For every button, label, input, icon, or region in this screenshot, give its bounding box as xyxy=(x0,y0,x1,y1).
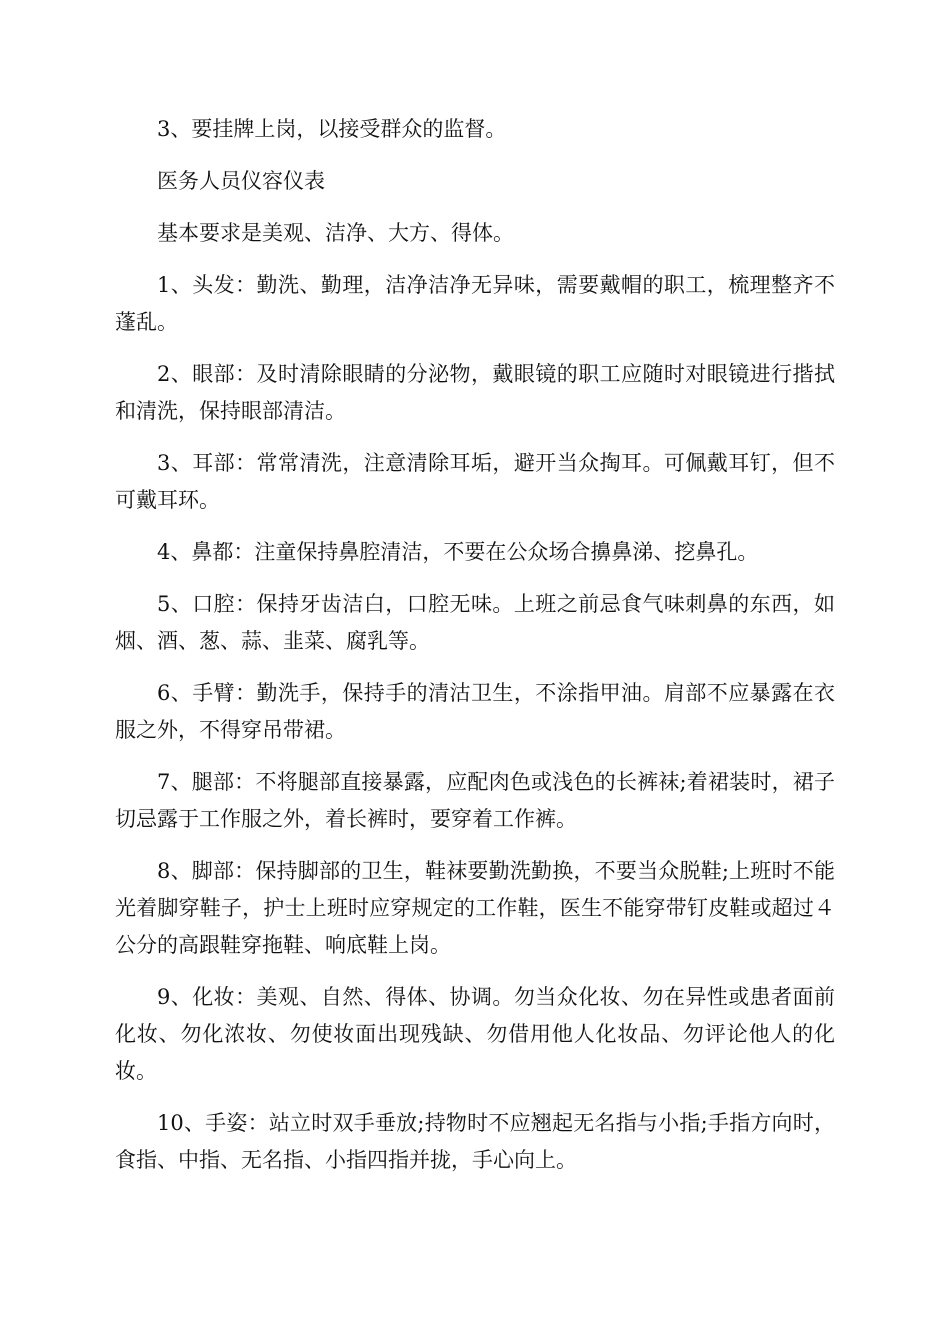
paragraph-ears: 3、耳部：常常清洗，注意清除耳垢，避开当众掏耳。可佩戴耳钉，但不可戴耳环。 xyxy=(115,451,835,512)
section-heading: 医务人员仪容仪表 xyxy=(157,169,325,193)
paragraph-hand-posture: 10、手姿：站立时双手垂放;持物时不应翘起无名指与小指;手指方向时，食指、中指、无名指、小指四指并拢，手心向上。 xyxy=(115,1111,835,1172)
paragraph-mouth: 5、口腔：保持牙齿洁白，口腔无味。上班之前忌食气味刺鼻的东西，如烟、酒、葱、蒜、韭菜、腐乳等。 xyxy=(115,592,835,653)
paragraph-eyes: 2、眼部：及时清除眼睛的分泌物，戴眼镜的职工应随时对眼镜进行揩拭和清洗，保持眼部清洁。 xyxy=(115,362,835,423)
paragraph-nose: 4、鼻都：注童保持鼻腔清洁，不要在公众场合擤鼻涕、挖鼻孔。 xyxy=(157,540,759,564)
paragraph-hair: 1、头发：勤洗、勤理，洁净洁净无异味，需要戴帽的职工，梳理整齐不蓬乱。 xyxy=(115,273,835,334)
paragraph-makeup: 9、化妆：美观、自然、得体、协调。勿当众化妆、勿在异性或患者面前化妆、勿化浓妆、勿使妆面出现残缺、勿借用他人化妆品、勿评论他人的化妆。 xyxy=(115,985,835,1083)
paragraph-legs: 7、腿部：不将腿部直接暴露，应配肉色或浅色的长裤袜;着裙装时，裙子切忌露于工作服之外，着长裤时，要穿着工作裤。 xyxy=(115,770,835,831)
paragraph-basic-requirement: 基本要求是美观、洁净、大方、得体。 xyxy=(157,221,514,245)
document-page xyxy=(115,111,835,1179)
paragraph-1: 3、要挂牌上岗，以接受群众的监督。 xyxy=(157,117,507,141)
paragraph-feet: 8、脚部：保持脚部的卫生，鞋袜要勤洗勤换，不要当众脱鞋;上班时不能光着脚穿鞋子，护士上班时应穿规定的工作鞋，医生不能穿带钉皮鞋或超过４公分的高跟鞋穿拖鞋、响底鞋上岗。 xyxy=(115,859,835,957)
paragraph-arms: 6、手臂：勤洗手，保持手的清沽卫生，不涂指甲油。肩部不应暴露在衣服之外，不得穿吊带裙。 xyxy=(115,681,835,742)
